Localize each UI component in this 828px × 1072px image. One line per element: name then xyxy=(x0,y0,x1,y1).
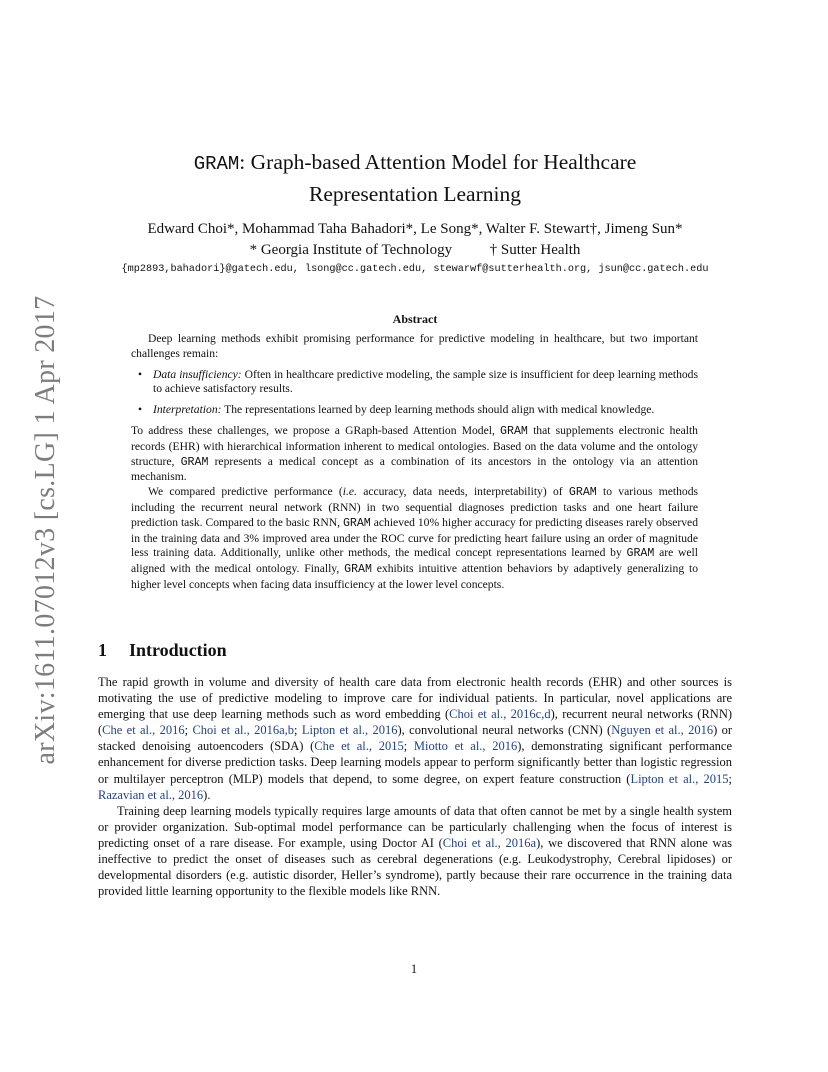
citation-link[interactable]: Lipton et al., 2015 xyxy=(630,771,729,786)
model-name: GRAM xyxy=(500,424,528,438)
text-run: that supplements electronic health records (EHR) with hierarchical information inherent to medical ontologies. Based on the data volume and the ontology structure, xyxy=(131,423,698,468)
bullet-label: Interpretation: xyxy=(153,403,222,417)
text-run: represents a medical concept as a combination of its ancestors in the ontology via an attention mechanism. xyxy=(131,454,698,484)
text-run: ; xyxy=(184,723,193,738)
introduction-paragraph-1 xyxy=(98,674,732,803)
text-run: exhibits intuitive attention behaviors by adaptively generalizing to higher level concepts when facing data insufficiency at the lower level concepts. xyxy=(131,562,698,591)
model-name: GRAM xyxy=(626,547,655,561)
paper-title xyxy=(110,147,720,209)
list-item xyxy=(138,367,698,398)
model-name: GRAM xyxy=(342,516,371,530)
abstract-heading: Abstract xyxy=(392,312,438,326)
list-item xyxy=(138,403,698,418)
introduction-paragraph-2 xyxy=(98,803,732,900)
bullet-text: The representations learned by deep learning methods should align with medical knowledge. xyxy=(221,403,655,417)
text-run: We compared predictive performance ( xyxy=(148,485,343,499)
text-run: Training deep learning models typically requires large amounts of data that often cannot be met by a single health system or provider organization. Sub-optimal model performance can be particularly challenging when the focus of interest is predicting onset of a rare disease. For example, using Doctor AI ( xyxy=(98,803,732,850)
author-names: Edward Choi*, Mohammad Taha Bahadori*, Le Song*, Walter F. Stewart†, Jimeng Sun* xyxy=(147,221,683,237)
title-model-name: GRAM xyxy=(193,153,240,175)
arxiv-identifier-text: arXiv:1611.07012v3 [cs.LG] 1 Apr 2017 xyxy=(30,295,61,765)
section-heading-introduction xyxy=(98,640,227,661)
citation-link[interactable]: Lipton et al., 2016 xyxy=(301,723,398,738)
text-run: ), we discovered that RNN alone was ineffective to predict the onset of diseases such as cerebral degenerations (e.g. Leukodystrophy, Cerebral lipidoses) or developmental disorders (e.g. autistic disorder, Heller’s syndrome), partly because their rare occurrence in the training data provided little learning opportunity to the flexible models like RNN. xyxy=(98,835,732,899)
author-block xyxy=(90,219,740,261)
citation-link[interactable]: Razavian et al., 2016 xyxy=(98,787,204,802)
abstract-body xyxy=(131,332,698,593)
author-emails: {mp2893,bahadori}@gatech.edu, lsong@cc.gatech.edu, stewarwf@sutterhealth.org, jsun@cc.gatech.edu xyxy=(121,264,709,275)
citation-link[interactable]: Choi et al., 2016a xyxy=(442,835,537,850)
section-number: 1 xyxy=(98,640,107,660)
introduction-body xyxy=(98,674,732,899)
text-run: ) or stacked denoising autoencoders (SDA) ( xyxy=(98,723,733,754)
author-affiliations: * Georgia Institute of Technology † Sutter Health xyxy=(249,242,581,258)
citation-link[interactable]: Che et al., 2015 xyxy=(314,739,404,754)
section-title: Introduction xyxy=(129,640,227,660)
text-run: The rapid growth in volume and diversity of health care data from electronic health records (EHR) and other sources is motivating the use of predictive modeling to improve care for individual patients. In particular, novel applications are emerging that use deep learning methods such as word embedding ( xyxy=(98,675,732,722)
text-run: ; xyxy=(728,771,733,786)
text-run: are well aligned with the medical ontology. Finally, xyxy=(131,546,698,576)
abstract-paragraph-3 xyxy=(131,485,698,593)
model-name: GRAM xyxy=(568,486,597,500)
text-run: achieved 10% higher accuracy for predicting diseases rarely observed in the training data and 3% improved area under the ROC curve for predicting heart failure using an order of magnitude less training data. Additionally, unlike other methods, the medical concept representations learned by xyxy=(131,515,699,560)
bullet-icon: • xyxy=(138,367,143,381)
bullet-text: Often in healthcare predictive modeling, the sample size is insufficient for deep learning methods to achieve satisfactory results. xyxy=(153,367,698,396)
title-line2: Representation Learning xyxy=(309,182,521,206)
text-run: ; xyxy=(403,739,414,754)
model-name: GRAM xyxy=(180,455,209,469)
abstract-paragraph-2 xyxy=(131,424,698,485)
arxiv-identifier-stamp xyxy=(18,290,74,770)
citation-link[interactable]: Che et al., 2016 xyxy=(102,723,185,738)
text-run: ). xyxy=(203,787,211,802)
citation-link[interactable]: Choi et al., 2016c,d xyxy=(449,707,551,722)
text-run: ), convolutional neural networks (CNN) ( xyxy=(397,723,612,738)
citation-link[interactable]: Nguyen et al., 2016 xyxy=(611,723,714,738)
abstract-intro: Deep learning methods exhibit promising performance for predictive modeling in healthcare, but two important challenges remain: xyxy=(131,332,698,360)
bullet-icon: • xyxy=(138,403,143,417)
text-run: i.e. xyxy=(342,485,357,499)
text-run: to various methods including the recurrent neural network (RNN) in two sequential diagnoses prediction tasks and one heart failure prediction task. Compared to the basic RNN, xyxy=(131,485,698,529)
abstract-challenge-list xyxy=(131,368,698,418)
page-number: 1 xyxy=(410,962,418,976)
bullet-label: Data insufficiency: xyxy=(153,367,242,381)
citation-link[interactable]: Miotto et al., 2016 xyxy=(413,739,518,754)
text-run: To address these challenges, we propose a GRaph-based Attention Model, xyxy=(131,423,501,437)
text-run: accuracy, data needs, interpretability) of xyxy=(356,485,569,499)
model-name: GRAM xyxy=(344,563,372,577)
text-run: ), recurrent neural networks (RNN) ( xyxy=(98,707,733,738)
citation-link[interactable]: Choi et al., 2016a,b xyxy=(192,723,295,738)
text-run: ; xyxy=(294,723,302,738)
title-line1: : Graph-based Attention Model for Healthcare xyxy=(239,150,637,174)
text-run: ), demonstrating significant performance enhancement for diverse prediction tasks. Deep learning models appear to perform significantly better than logistic regression or multilayer perceptron (MLP) models that depend, to some degree, on expert feature construction ( xyxy=(98,739,732,786)
